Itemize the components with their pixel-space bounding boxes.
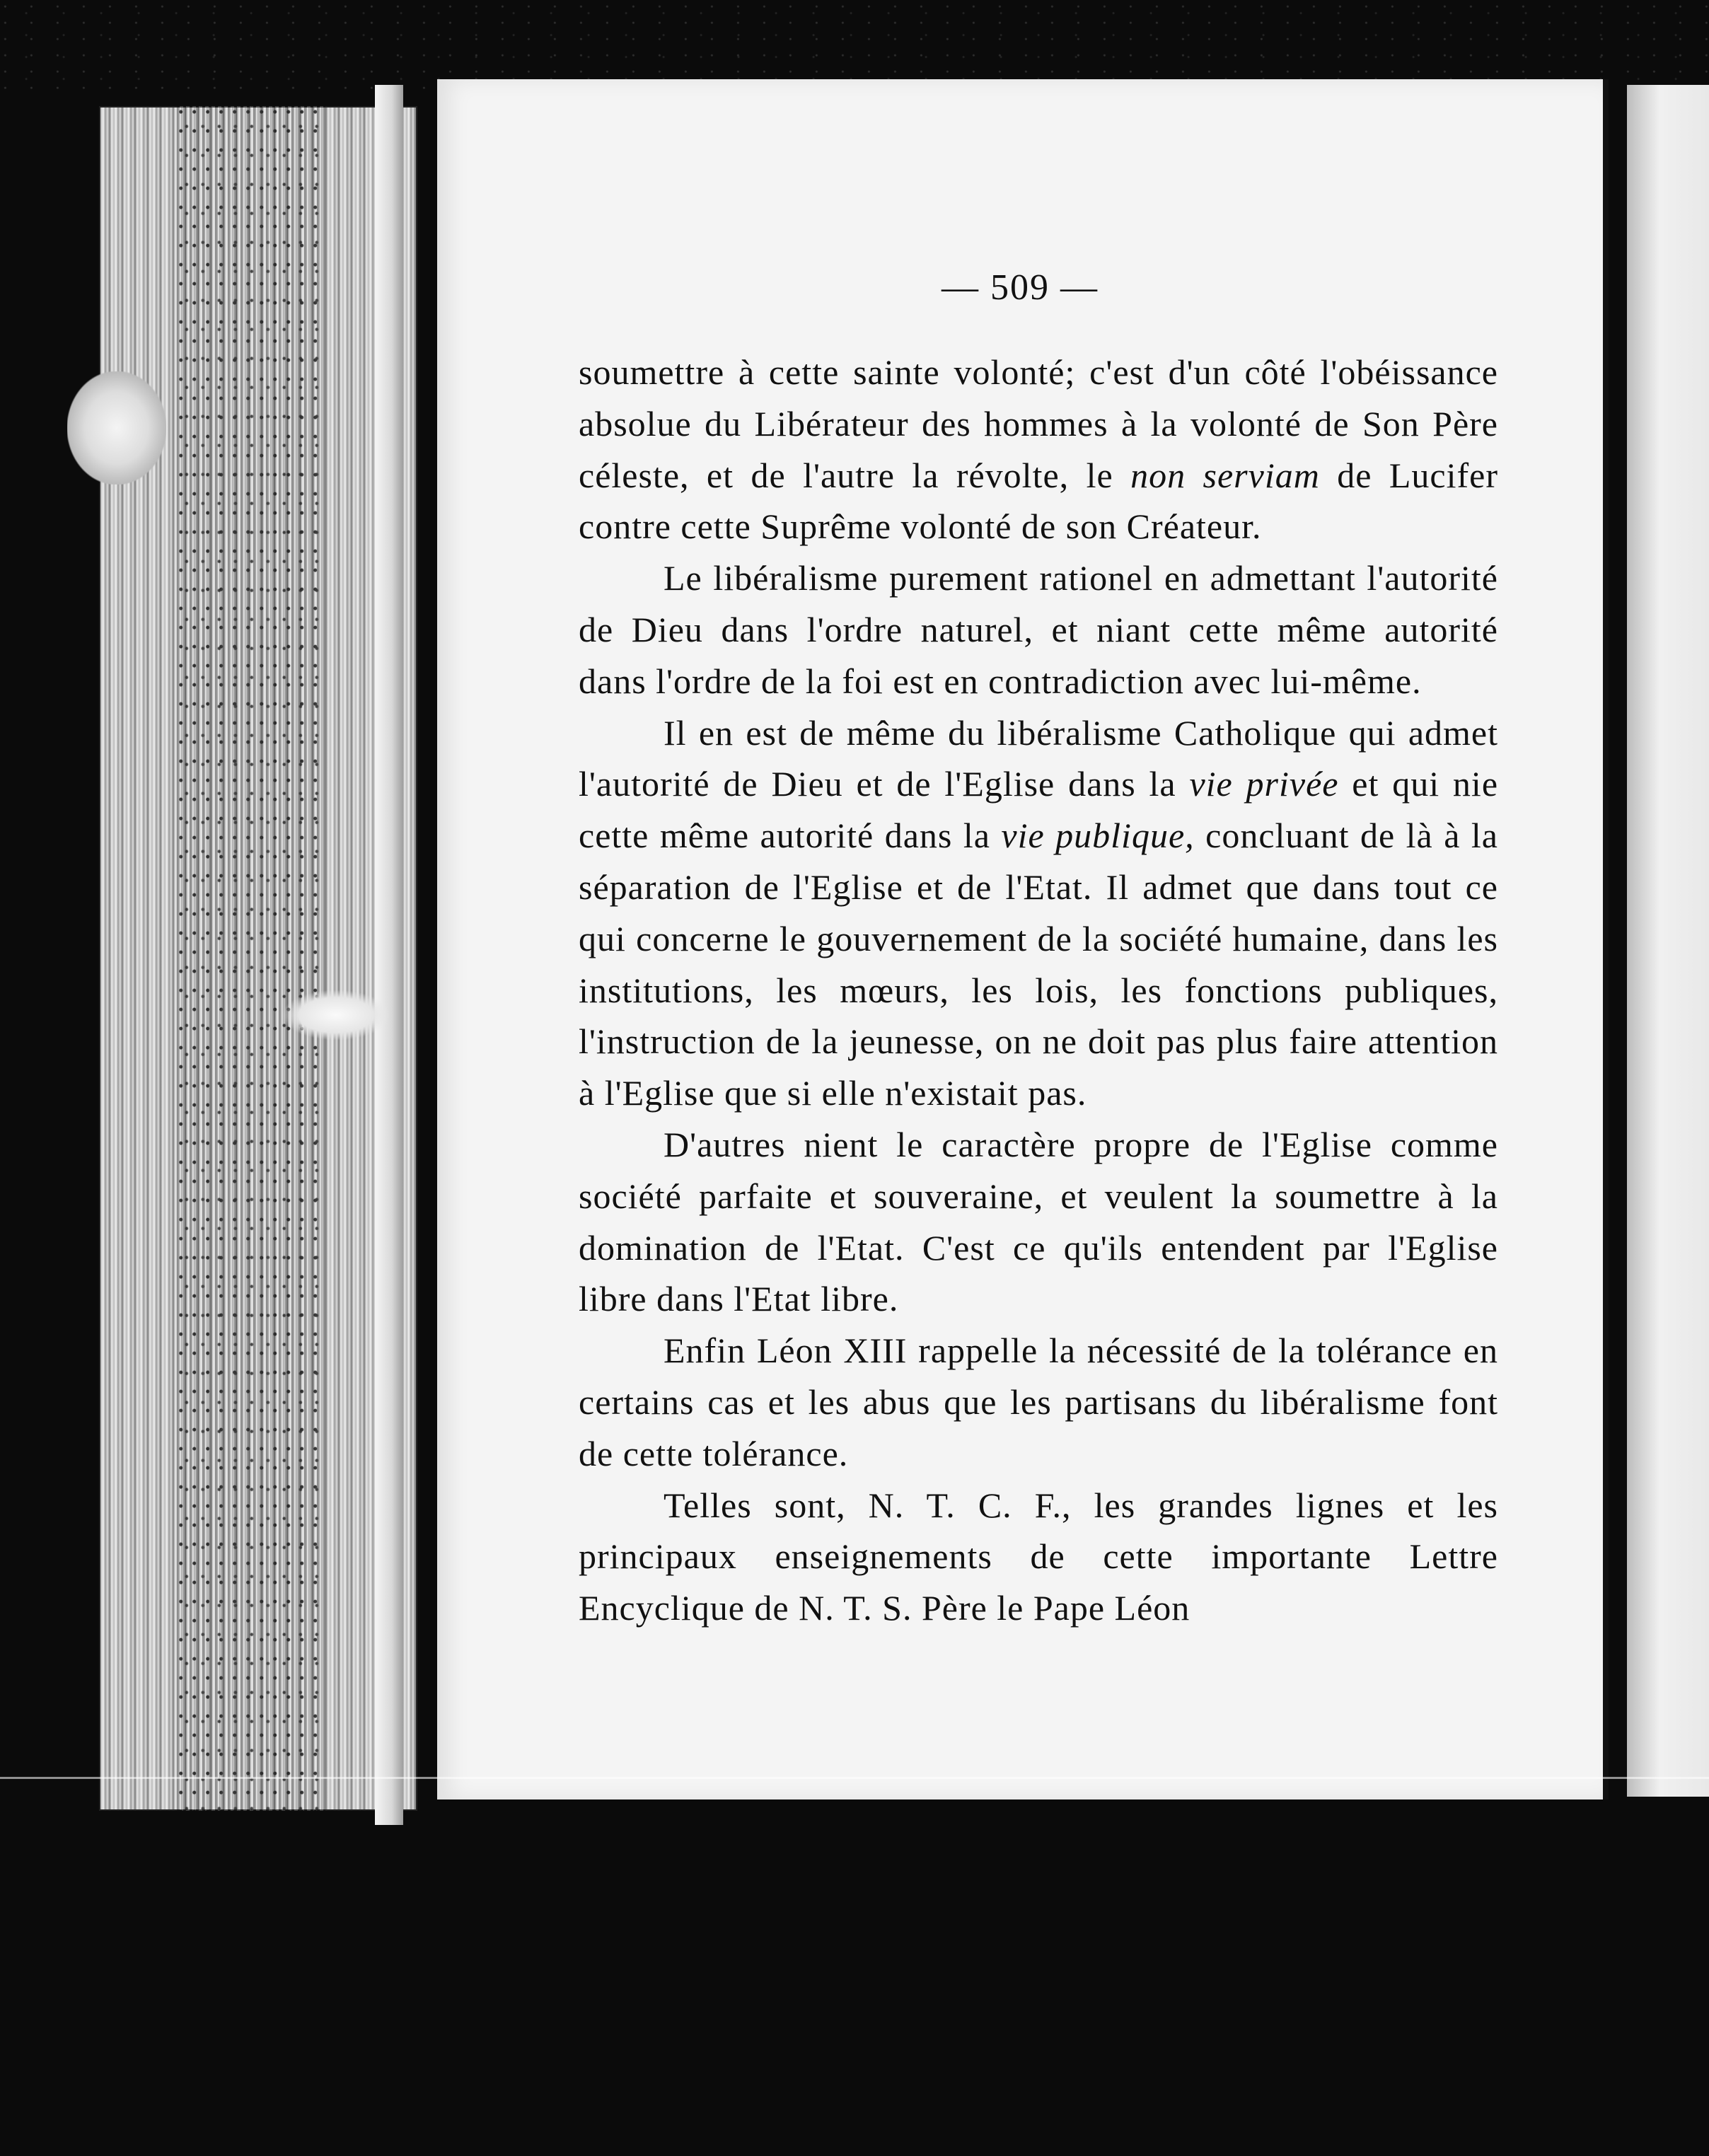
page-number: — 509 — (942, 267, 1099, 308)
page-body-text (579, 347, 1498, 1634)
text-segment: de Lucifer contre cette Suprême volonté de son Créateur. (579, 455, 1498, 547)
paragraph-p6 (579, 1480, 1498, 1634)
next-page-edge (1627, 85, 1709, 1797)
text-segment: Le libéralisme purement rationel en admettant l'autorité de Dieu dans l'ordre naturel, et niant cette même autorité dans l'ordre de la foi est en contradiction avec lui-même. (579, 558, 1498, 701)
page-stack-speckle (177, 106, 325, 1811)
paragraph-p4 (579, 1119, 1498, 1325)
scan-line-artifact (0, 1777, 1709, 1779)
italic-phrase: vie privée (1189, 764, 1339, 804)
paper-stain (67, 371, 166, 485)
paragraph-p3 (579, 707, 1498, 1119)
italic-phrase: vie publique, (1001, 816, 1195, 856)
paragraph-p1 (579, 347, 1498, 552)
text-segment: soumettre à cette sainte volonté; c'est d'un côté l'obéissance absolue du Libérateur des hommes à la volonté de Son Père céleste, et de l'autre la révolte, le (579, 352, 1498, 495)
paragraph-p2 (579, 552, 1498, 707)
text-segment: et qui nie cette même autorité dans la (579, 764, 1499, 856)
paragraph-p5 (579, 1325, 1498, 1479)
text-segment: Telles sont, N. T. C. F., les grandes lignes et les principaux enseignements de cette importante Lettre Encyclique de N. T. S. Père le Pape Léon (579, 1485, 1498, 1628)
scanner-background (0, 0, 1709, 92)
text-segment: concluant de là à la séparation de l'Eglise et de l'Etat. Il admet que dans tout ce qui concerne le gouvernement de la société humaine, dans les institutions, les mœurs, les lois, les fonctions publiques, l'instruction de la jeunesse, on ne doit pas plus faire attention à l'Eglise que si elle n'existait pas. (579, 816, 1498, 1113)
text-segment: D'autres nient le caractère propre de l'Eglise comme société parfaite et souveraine, et veulent la soumettre à la domination de l'Etat. C'est ce qu'ils entendent par l'Eglise libre dans l'Etat libre. (579, 1124, 1498, 1319)
text-segment: Il en est de même du libéralisme Catholique qui admet l'autorité de Dieu et de l'Eglise dans la (579, 712, 1498, 804)
italic-phrase: non serviam (1130, 455, 1320, 495)
text-segment: Enfin Léon XIII rappelle la nécessité de la tolérance en certains cas et les abus que les partisans du libéralisme font de cette tolérance. (579, 1331, 1498, 1473)
page-stack-edge (375, 85, 403, 1825)
paper-stain-small (283, 990, 389, 1040)
